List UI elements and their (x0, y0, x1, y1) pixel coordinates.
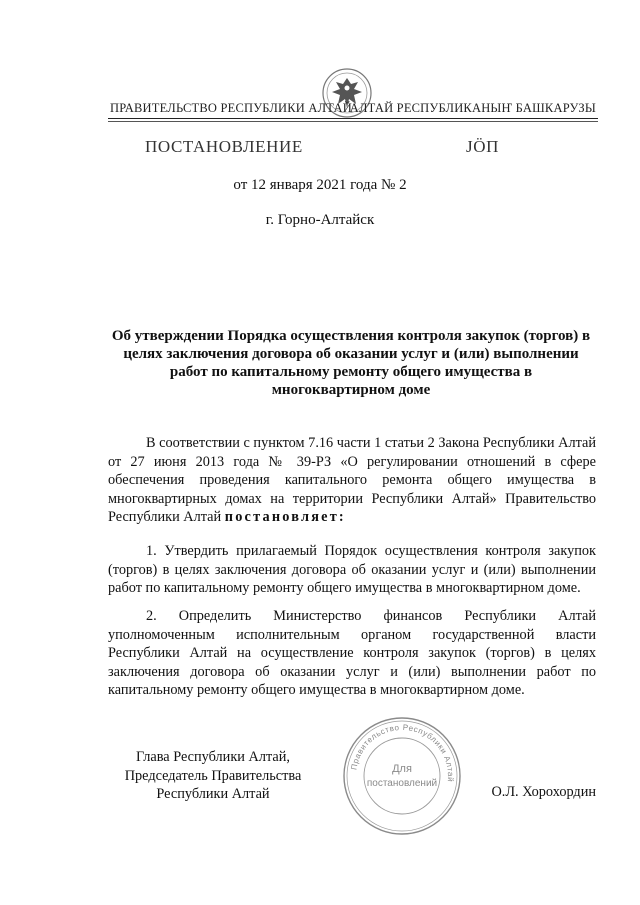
government-name-alt: АЛТАЙ РЕСПУБЛИКАНЫҤ БАШКАРУЗЫ (349, 101, 596, 115)
preamble-paragraph (108, 434, 596, 527)
government-header (110, 101, 596, 117)
stamp-center-line-1: Для (392, 763, 412, 775)
position-line-2: Председатель Правительства (124, 767, 302, 784)
stamp-ring-text: Правительство Республики Алтай (349, 722, 456, 783)
header-divider-thin (108, 121, 598, 122)
document-city: г. Горно-Алтайск (265, 212, 375, 228)
document-type-alt: JӦП (466, 137, 499, 156)
stamp-center-line-2: постановлений (366, 778, 438, 789)
position-line-1: Глава Республики Алтай, (136, 749, 290, 765)
resolution-item-2: 2. Определить Министерство финансов Республики Алтай уполномоченным исполнительным органом государственной власти Республики Алтай на осуществление контроля закупок (торгов) в целях заключения договора об оказании услуг и (или) выполнении работ по капитальному ремонту общего имущества в многоквартирном доме. (108, 608, 596, 698)
preamble-text: В соответствии с пунктом 7.16 части 1 статьи 2 Закона Республики Алтай от 27 июня 2013 года № 39-РЗ «О регулировании отношений в сфере обеспечения проведения капитального ремонта общего имущества в многоквартирных домах на территории Республики Алтай» Правительство Республики Алтай (108, 435, 596, 525)
document-type-ru: ПОСТАНОВЛЕНИЕ (145, 137, 303, 156)
signatory-position (108, 748, 318, 804)
resolves-word: постановляет: (224, 509, 346, 525)
position-line-3: Республики Алтай (156, 786, 270, 802)
document-date: от 12 января 2021 года № 2 (233, 177, 407, 193)
document-title: Об утверждении Порядка осуществления контроля закупок (торгов) в целях заключения договора об оказании услуг и (или) выполнении работ по капитальному ремонту общего имущества в многоквартирном доме (111, 328, 591, 398)
header-divider (108, 118, 598, 119)
signatory-name: О.Л. Хорохордин (491, 784, 596, 800)
official-stamp (340, 714, 464, 838)
resolution-item-1: 1. Утвердить прилагаемый Порядок осуществления контроля закупок (торгов) в целях заключения договора об оказании услуг и (или) выполнении работ по капитальному ремонту общего имущества в многоквартирном доме. (108, 543, 596, 596)
government-name-ru: ПРАВИТЕЛЬСТВО РЕСПУБЛИКИ АЛТАЙ (110, 101, 352, 115)
